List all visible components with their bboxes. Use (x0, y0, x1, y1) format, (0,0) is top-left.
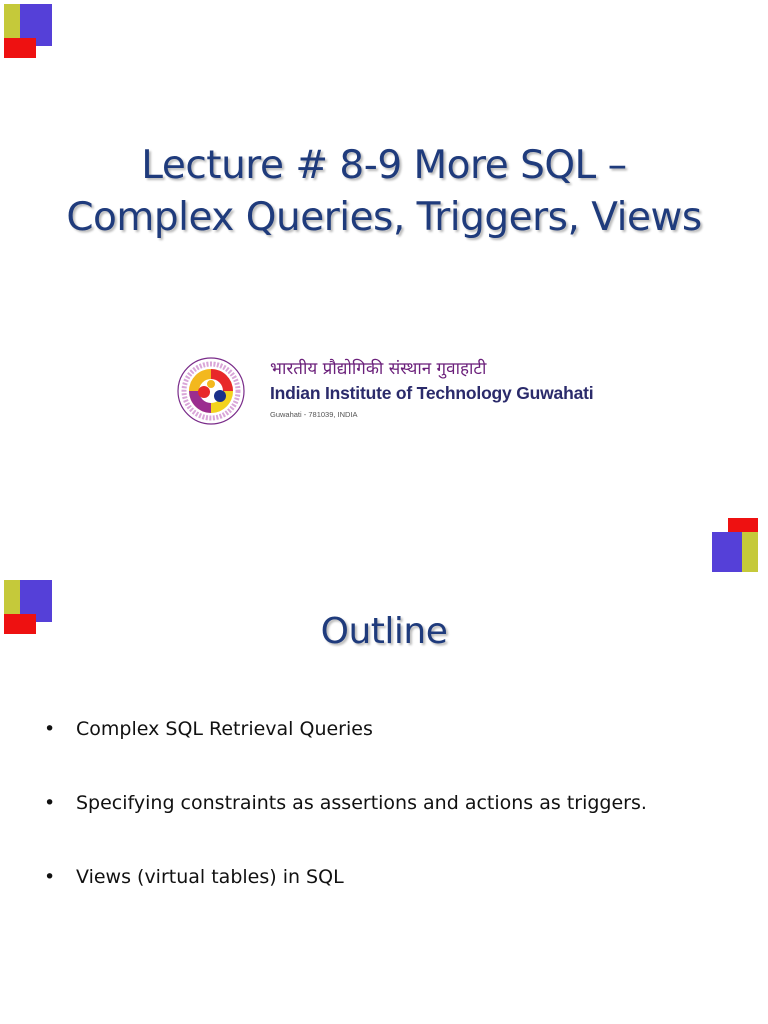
deco-square-olive (742, 532, 758, 572)
institute-name-hindi: भारतीय प्रौद्योगिकी संस्थान गुवाहाटी (270, 359, 487, 379)
institute-name-english: Indian Institute of Technology Guwahati (270, 383, 594, 403)
institute-logo-block (176, 356, 616, 426)
deco-square-blue (712, 532, 744, 572)
bullet-item: • Views (virtual tables) in SQL (44, 864, 647, 890)
bullet-item: • Specifying constraints as assertions and actions as triggers. (44, 790, 647, 816)
outline-title: Outline (320, 611, 448, 652)
outline-bullet-list (44, 716, 647, 938)
institute-address: Guwahati - 781039, INDIA (270, 410, 358, 419)
iit-guwahati-emblem-icon (176, 356, 246, 426)
lecture-title (0, 140, 768, 244)
lecture-title-line-1: Lecture # 8-9 More SQL – (141, 143, 627, 188)
corner-decoration-bottom-right (712, 518, 760, 574)
slide-outline (0, 576, 768, 1024)
bullet-item: • Complex SQL Retrieval Queries (44, 716, 647, 742)
lecture-title-line-2: Complex Queries, Triggers, Views (66, 195, 702, 240)
corner-decoration-top-left (0, 0, 48, 56)
deco-square-red (4, 38, 36, 58)
